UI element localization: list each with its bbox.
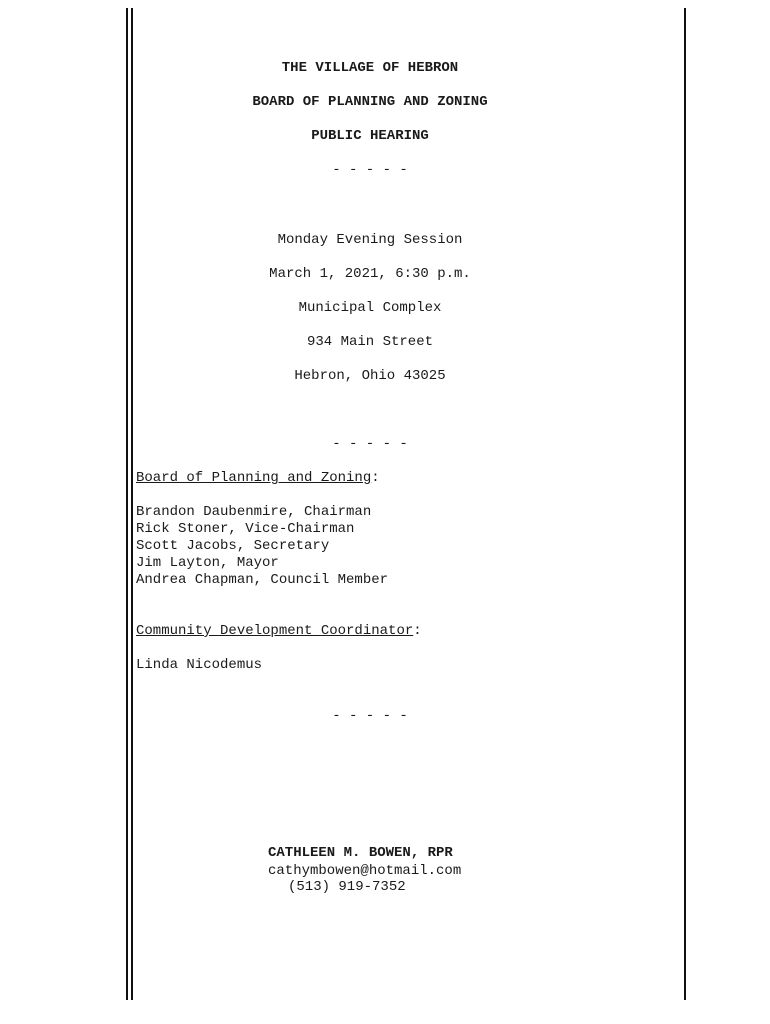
document-title: THE VILLAGE OF HEBRON [281,60,459,76]
session-datetime: March 1, 2021, 6:30 p.m. [269,266,471,282]
coordinator-divider: - - - - - [332,708,408,724]
board-member: Jim Layton, Mayor [136,555,279,571]
session-street: 934 Main Street [306,334,434,350]
left-margin-rule-inner [131,8,133,1000]
header-divider: - - - - - [332,162,408,178]
board-title: BOARD OF PLANNING AND ZONING [252,94,488,110]
reporter-email: cathymbowen@hotmail.com [268,863,462,879]
coordinator-heading-text: Community Development Coordinator [136,623,414,639]
board-member: Scott Jacobs, Secretary [136,538,330,554]
left-margin-rule-outer [126,8,128,1000]
coordinator-name: Linda Nicodemus [136,657,263,673]
board-heading [136,470,380,487]
coordinator-heading [136,623,422,640]
session-city: Hebron, Ohio 43025 [294,368,446,384]
coordinator-heading-colon: : [413,623,422,639]
board-heading-text: Board of Planning and Zoning [136,470,372,486]
reporter-name: CATHLEEN M. BOWEN, RPR [268,845,453,861]
reporter-phone: (513) 919-7352 [288,879,406,895]
board-member: Brandon Daubenmire, Chairman [136,504,372,520]
board-member: Rick Stoner, Vice-Chairman [136,521,355,537]
board-member: Andrea Chapman, Council Member [136,572,389,588]
session-venue: Municipal Complex [298,300,442,316]
board-heading-colon: : [371,470,380,486]
session-name: Monday Evening Session [277,232,463,248]
hearing-title: PUBLIC HEARING [311,128,429,144]
session-divider: - - - - - [332,436,408,452]
right-margin-rule [684,8,686,1000]
